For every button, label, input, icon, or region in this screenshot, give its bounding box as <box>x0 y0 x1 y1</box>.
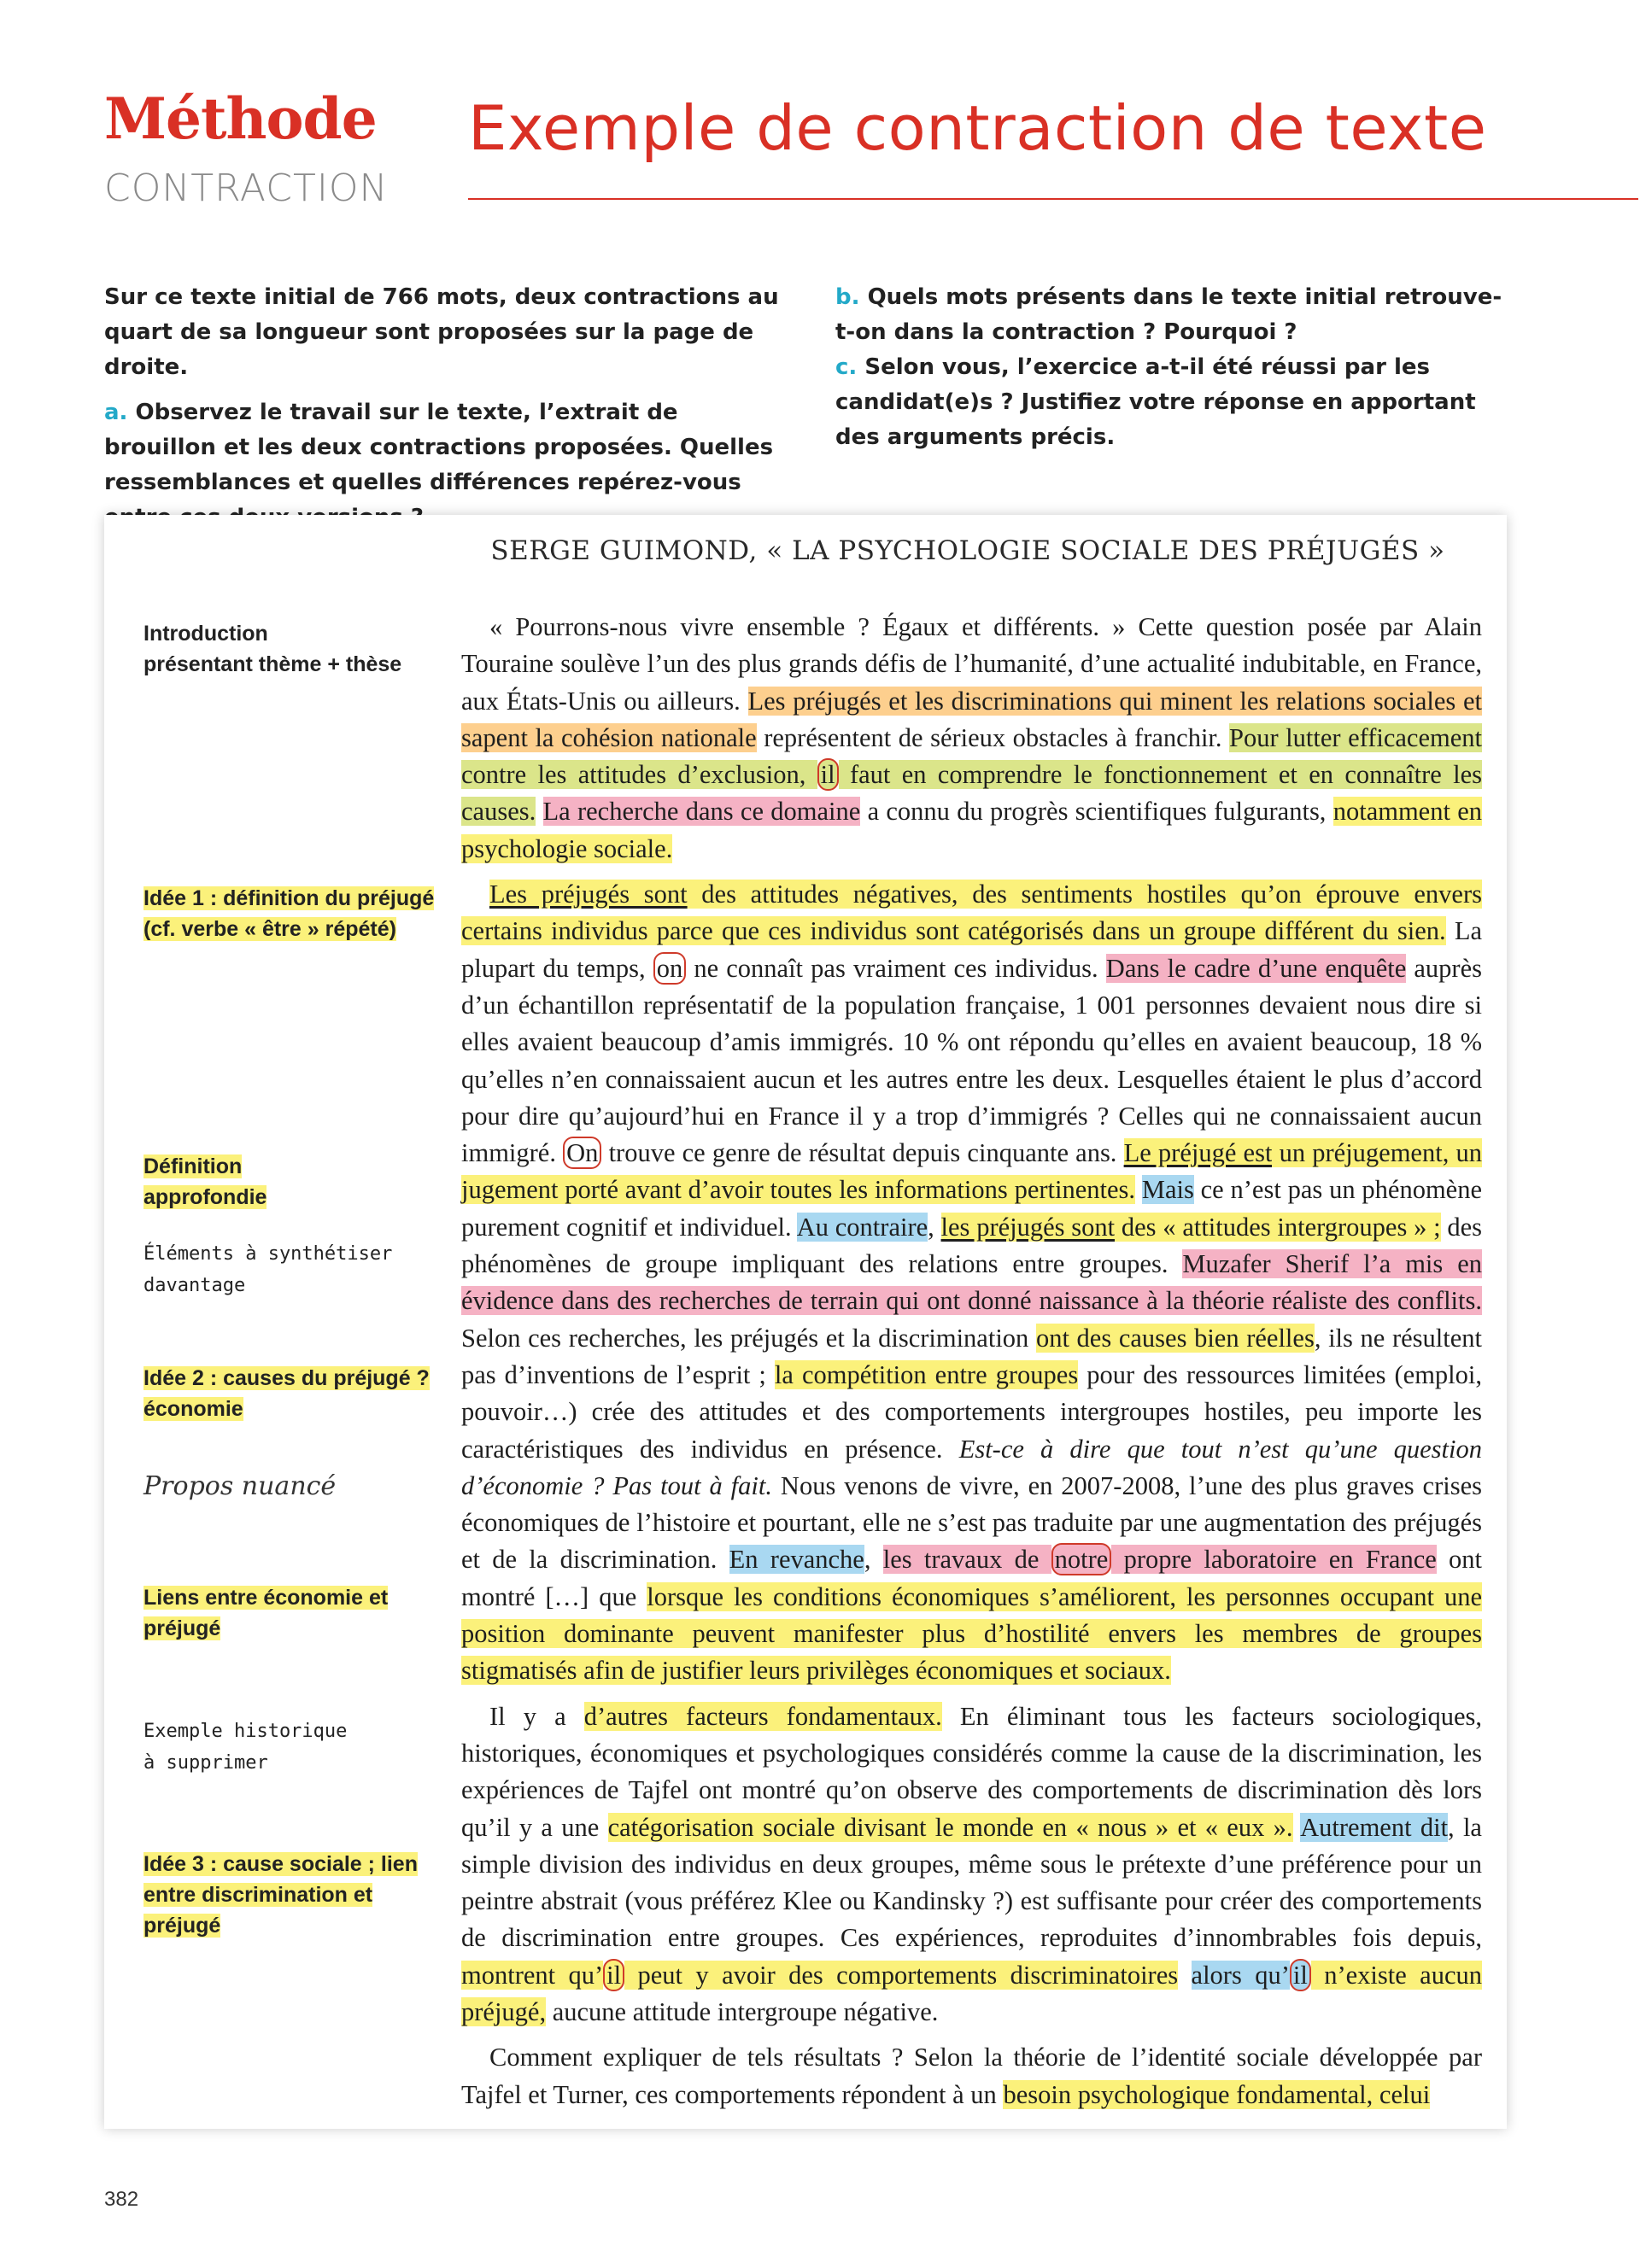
highlight-pink: propre laboratoire en France <box>1111 1545 1437 1575</box>
highlight-yellow: la compétition entre groupes <box>774 1359 1079 1389</box>
text-run: , ils ne résultent pas d’inventions de l’esprit ; <box>461 1323 1482 1389</box>
highlight-pink: La recherche dans ce domaine <box>542 797 861 827</box>
circled-word: il <box>603 1959 624 1991</box>
text-run: a connu du progrès scientifiques fulgurants, <box>860 797 1333 827</box>
page-number: 382 <box>104 2188 139 2211</box>
text-run: aucune attitude intergroupe négative. <box>546 1996 939 2026</box>
source-heading: SERGE GUIMOND, « LA PSYCHOLOGIE SOCIALE DES PRÉJUGÉS » <box>490 535 1445 566</box>
text-run: , <box>864 1545 883 1575</box>
annotation-line: Idée 2 : causes du préjugé ? <box>144 1366 430 1390</box>
annotation-synthesize <box>144 1238 451 1301</box>
text-run: représentent de sérieux obstacles à franchir. <box>756 722 1230 752</box>
circled-word: on <box>653 952 687 985</box>
annotation-line: davantage <box>144 1275 246 1296</box>
highlight-blue: Au contraire <box>796 1212 928 1242</box>
annotation-links <box>144 1582 451 1644</box>
highlight-yellow: lorsque les conditions économiques s’améliorent, les personnes occupant une position dominante peuvent manifester plus d’hostilité envers les membres de groupes stigmatisés afin de justifier leurs privilèges économiques et sociaux. <box>461 1581 1483 1686</box>
questions-intro: Sur ce texte initial de 766 mots, deux contractions au quart de sa longueur sont proposées sur la page de droite. <box>104 284 779 380</box>
annotation-introduction <box>144 618 451 680</box>
annotation-line: économie <box>144 1397 243 1421</box>
highlight-blue: alors qu’ <box>1191 1960 1290 1990</box>
text-run <box>1293 1813 1301 1842</box>
annotation-line: présentant thème + thèse <box>144 652 402 676</box>
highlight-blue: En revanche <box>729 1545 864 1575</box>
annotation-line: Liens entre économie et <box>144 1586 389 1610</box>
questions-left-column <box>104 280 788 546</box>
annotation-line: Éléments à synthétiser <box>144 1243 393 1265</box>
text-run: Il y a <box>489 1701 584 1731</box>
paragraph-4 <box>461 2039 1482 2113</box>
highlight-yellow: d’autres facteurs fondamentaux. <box>583 1701 942 1731</box>
title-divider <box>468 198 1638 200</box>
highlight-yellow: notamment en psychologie sociale. <box>461 797 1483 863</box>
annotation-line: préjugé <box>144 1914 221 1938</box>
annotation-line: (cf. verbe « être » répété) <box>144 917 396 941</box>
highlight-yellow: des attitudes négatives, des sentiments hostiles qu’on éprouve envers certains individus parce que ces individus sont catégorisés dans un groupe différent du sien. <box>461 880 1482 946</box>
highlight-yellow: ont des causes bien réelles <box>1035 1323 1315 1353</box>
highlight-yellow: besoin psychologique fondamental, celui <box>1003 2079 1431 2109</box>
highlight-yellow: peut y avoir des comportements discriminatoires <box>624 1960 1179 1990</box>
text-run: ont montré […] que <box>461 1545 1483 1611</box>
text-run: En éliminant tous les facteurs sociologiques, historiques, économiques et psychologiques considérés comme la cause de la discrimination, les expériences de Tajfel ont montré qu’on observe des comportements de discrimination dès lors qu’il y a une <box>461 1701 1483 1842</box>
question-a-letter: a. <box>104 400 128 425</box>
annotation-line: Exemple historique <box>144 1721 348 1742</box>
paragraph-3 <box>461 1698 1482 2031</box>
annotation-idea-3 <box>144 1849 451 1941</box>
text-run: auprès d’un échantillon représentatif de la population française, 1 001 personnes devaient nous dire si elles avaient beaucoup d’amis immigrés. 10 % ont répondu qu’elles en avaient beaucoup, 18 % qu’elles n’en connaissaient aucun et les autres entre les deux. Lesquelles étaient le plus d’accord pour dire qu’aujourd’hui en France il y a trop d’immigrés ? Celles qui ne connaissaient aucun immigré. <box>461 953 1482 1168</box>
highlight-pink: Dans le cadre d’une enquête <box>1105 953 1407 983</box>
text-run: Comment expliquer de tels résultats ? Selon la théorie de l’identité sociale développée par Tajfel et Turner, ces comportements répondent à un <box>461 2043 1482 2109</box>
highlight-yellow: n’existe aucun préjugé, <box>461 1960 1482 2026</box>
highlight-yellow-underlined: Le préjugé est <box>1123 1138 1273 1168</box>
annotation-idea-2 <box>144 1363 451 1424</box>
question-b-text: Quels mots présents dans le texte initial retrouve-t-on dans la contraction ? Pourquoi ? <box>835 284 1502 345</box>
annotation-definition <box>144 1151 451 1213</box>
text-run <box>536 797 542 826</box>
text-run: trouve ce genre de résultat depuis cinquante ans. <box>601 1138 1124 1168</box>
highlight-pink: les travaux de <box>882 1545 1051 1575</box>
question-c <box>835 350 1519 455</box>
highlight-yellow-underlined: les préjugés sont <box>940 1212 1116 1242</box>
annotation-line: approfondie <box>144 1185 267 1209</box>
highlight-yellow: des « attitudes intergroupes » ; <box>1115 1212 1441 1242</box>
annotation-idea-1 <box>144 883 451 944</box>
circled-word: il <box>1290 1959 1311 1991</box>
highlight-blue: Mais <box>1141 1175 1194 1205</box>
highlight-yellow-underlined: Les préjugés sont <box>489 880 688 909</box>
circled-word: On <box>563 1137 601 1169</box>
italic-run: Est-ce à dire que tout n’est qu’une question d’économie ? Pas tout à fait. <box>461 1434 1482 1500</box>
highlight-yellow: un préjugement, un jugement porté avant d’avoir toutes les informations pertinentes. <box>461 1138 1482 1205</box>
source-text-body <box>461 609 1482 2122</box>
questions-right-column <box>835 280 1519 465</box>
question-c-text: Selon vous, l’exercice a-t-il été réussi par les candidat(e)s ? Justifiez votre réponse en apportant des arguments précis. <box>835 354 1476 450</box>
text-run: des phénomènes de groupe impliquant des relations entre groupes. <box>461 1212 1482 1279</box>
highlight-pink: Muzafer Sherif l’a mis en évidence dans des recherches de terrain qui ont donné naissance à la théorie réaliste des conflits. <box>461 1249 1483 1316</box>
annotation-historical-example <box>144 1716 451 1779</box>
text-run: , <box>928 1212 941 1242</box>
text-run: pour des ressources limitées (emploi, pouvoir…) crée des attitudes et des comportements intergroupes hostiles, peu importe les caractéristiques des individus en présence. <box>461 1359 1482 1464</box>
annotation-line: Définition <box>144 1154 243 1178</box>
highlight-green: faut en comprendre le fonctionnement et en connaître les causes. <box>461 760 1482 827</box>
circled-word: notre <box>1051 1543 1112 1575</box>
text-run <box>1135 1175 1142 1204</box>
annotation-line: entre discrimination et <box>144 1883 373 1907</box>
highlight-orange: Les préjugés et les discriminations qui minent les relations sociales et sapent la cohésion nationale <box>461 686 1482 752</box>
annotation-line: Introduction <box>144 622 268 646</box>
section-subtitle: CONTRACTION <box>104 167 389 210</box>
text-run: Selon ces recherches, les préjugés et la discrimination <box>461 1323 1036 1353</box>
text-run: ne connaît pas vraiment ces individus. <box>686 953 1106 983</box>
annotation-nuance <box>144 1471 451 1502</box>
annotation-line: à supprimer <box>144 1752 268 1774</box>
paragraph-1 <box>461 609 1482 868</box>
annotation-line: Propos nuancé <box>144 1471 337 1501</box>
text-run: La plupart du temps, <box>461 916 1482 983</box>
annotation-line: Idée 1 : définition du préjugé <box>144 886 435 910</box>
annotation-line: préjugé <box>144 1616 221 1640</box>
highlight-blue: Autrement dit <box>1300 1812 1449 1842</box>
text-run: ce n’est pas un phénomène purement cognitif et individuel. <box>461 1175 1482 1242</box>
section-title: Méthode <box>104 85 377 152</box>
circled-word: il <box>817 758 839 791</box>
question-b-letter: b. <box>835 284 860 310</box>
question-a-text: Observez le travail sur le texte, l’extrait de brouillon et les deux contractions proposées. Quelles ressemblances et quelles différences repérez-vous <box>104 400 774 495</box>
text-run <box>1178 1961 1191 1990</box>
text-run: « Pourrons-nous vivre ensemble ? Égaux et différents. » Cette question posée par Alain Touraine soulève l’un des plus grands défis de l’humanité, d’une actualité indubitable, en France, aux États-Unis ou ailleurs. <box>461 612 1482 716</box>
highlight-yellow: catégorisation sociale divisant le monde en « nous » et « eux ». <box>607 1812 1293 1842</box>
annotation-line: Idée 3 : cause sociale ; lien <box>144 1852 418 1876</box>
source-text-card <box>104 515 1507 2129</box>
text-run: , la simple division des individus en deux groupes, même sous le prétexte d’une préférence pour un peintre abstrait (vous préférez Klee ou Kandinsky ?) est suffisante pour créer des comportements de discrimination entre groupes. Ces expériences, reproduites d’innombrables fois depuis, <box>461 1812 1482 1953</box>
question-b <box>835 280 1519 350</box>
highlight-green: Pour lutter efficacement contre les attitudes d’exclusion, <box>461 722 1482 790</box>
highlight-yellow: montrent qu’ <box>461 1960 604 1990</box>
question-c-letter: c. <box>835 354 858 380</box>
text-run: Nous venons de vivre, en 2007-2008, l’une des plus graves crises économiques de l’histoire et pourtant, elle ne s’est pas traduite par une augmentation des préjugés et de la discrimination. <box>461 1470 1483 1575</box>
page-title: Exemple de contraction de texte <box>468 92 1487 164</box>
paragraph-2 <box>461 876 1482 1690</box>
